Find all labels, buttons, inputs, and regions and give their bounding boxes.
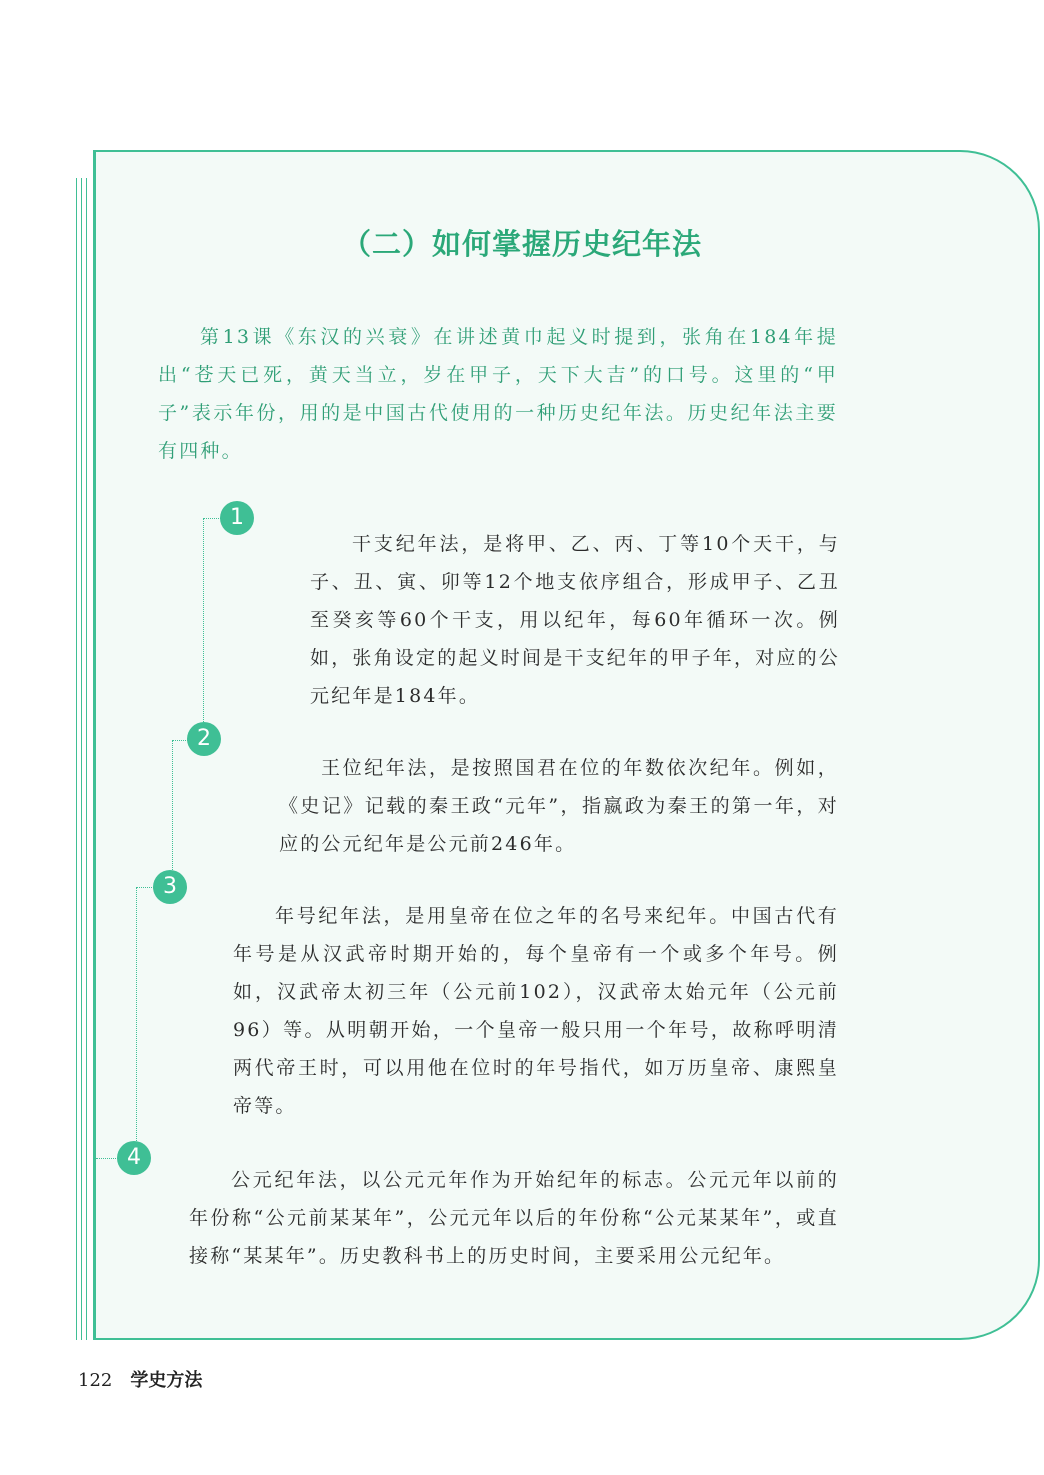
method-paragraph-nianhao: 年号纪年法，是用皇帝在位之年的名号来纪年。中国古代有年号是从汉武帝时期开始的，每个皇帝有一个或多个年号。例如，汉武帝太初三年（公元前102），汉武帝太始元年（公元前96）等。从明朝开始，一个皇帝一般只用一个年号，故称呼明清两代帝王时，可以用他在位时的年号指代，如万历皇帝、康熙皇帝等。 bbox=[233, 905, 839, 1117]
connector-line bbox=[203, 518, 221, 519]
step-badge-1: 1 bbox=[220, 501, 254, 535]
connector-line bbox=[172, 740, 173, 870]
method-paragraph-ganzhi: 干支纪年法，是将甲、乙、丙、丁等10个天干，与子、丑、寅、卯等12个地支依序组合，形成甲子、乙丑至癸亥等60个干支，用以纪年，每60年循环一次。例如，张角设定的起义时间是干支纪年的甲子年，对应的公元纪年是184年。 bbox=[310, 533, 841, 707]
step-badge-4: 4 bbox=[117, 1141, 151, 1175]
book-title: 学史方法 bbox=[130, 1370, 203, 1391]
left-border-line bbox=[86, 178, 87, 1340]
section-title: （二）如何掌握历史纪年法 bbox=[341, 227, 702, 261]
connector-line bbox=[136, 887, 137, 1141]
page-number: 122 bbox=[78, 1370, 113, 1391]
connector-line bbox=[203, 518, 204, 722]
left-border-line bbox=[76, 178, 77, 1340]
page-footer bbox=[78, 1366, 202, 1392]
connector-line bbox=[96, 1158, 118, 1159]
step-badge-2: 2 bbox=[187, 722, 221, 756]
method-paragraph-gongyuan: 公元纪年法，以公元元年作为开始纪年的标志。公元元年以前的年份称“公元前某某年”，公元元年以后的年份称“公元某某年”，或直接称“某某年”。历史教科书上的历史时间，主要采用公元纪年。 bbox=[189, 1169, 839, 1267]
step-badge-3: 3 bbox=[153, 870, 187, 904]
connector-line bbox=[136, 887, 154, 888]
intro-paragraph: 第13课《东汉的兴衰》在讲述黄巾起义时提到，张角在184年提出“苍天已死，黄天当立，岁在甲子，天下大吉”的口号。这里的“甲子”表示年份，用的是中国古代使用的一种历史纪年法。历史纪年法主要有四种。 bbox=[158, 326, 838, 462]
method-paragraph-wangwei: 王位纪年法，是按照国君在位的年数依次纪年。例如，《史记》记载的秦王政“元年”，指嬴政为秦王的第一年，对应的公元纪年是公元前246年。 bbox=[279, 757, 839, 855]
left-border-line bbox=[81, 178, 82, 1340]
connector-line bbox=[172, 740, 188, 741]
